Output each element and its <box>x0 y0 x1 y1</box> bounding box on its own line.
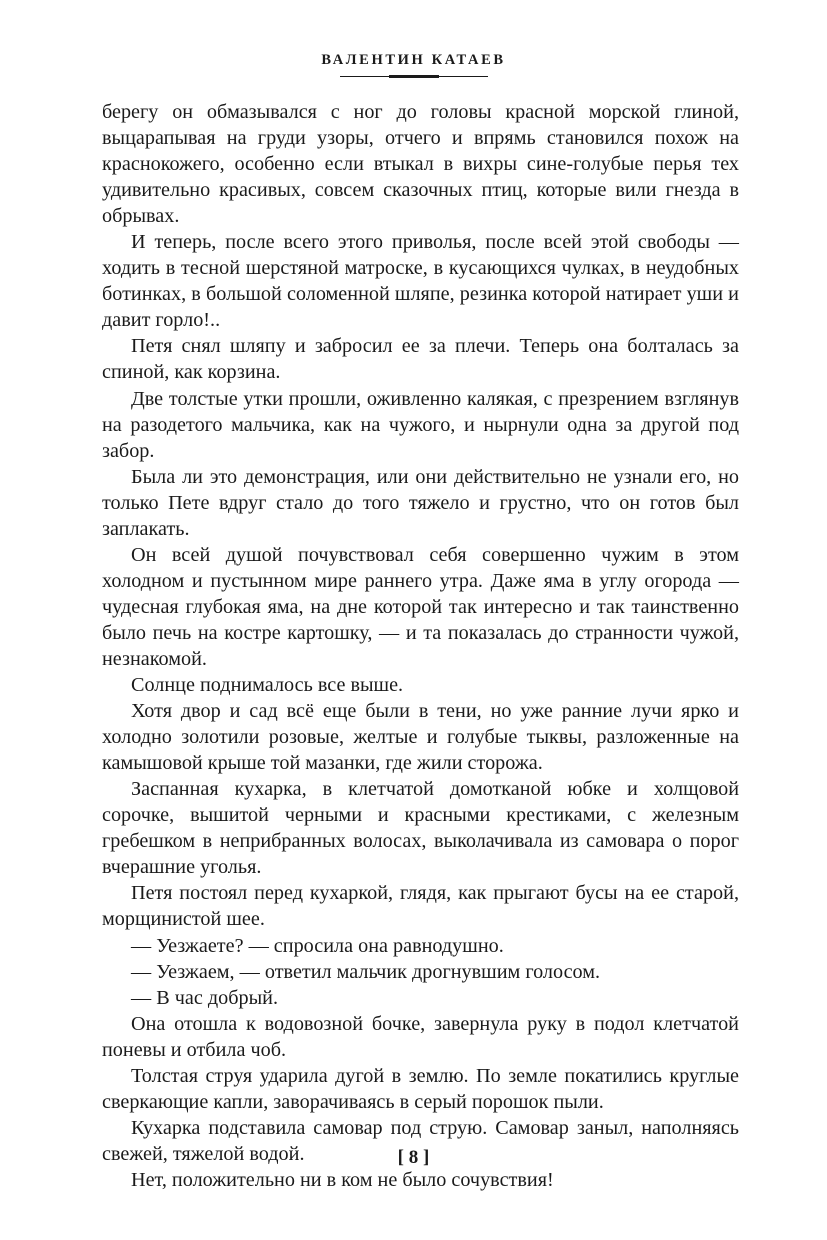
paragraph: Хотя двор и сад всё еще были в тени, но уже ранние лучи ярко и холодно золотили розовые, желтые и голубые тыквы, разложенные на камышовой крыше той мазанки, где жили сторожа. <box>102 700 739 775</box>
dialogue-line: — Уезжаете? — спросила она равнодушно. <box>131 934 504 957</box>
paragraph: Он всей душой почувствовал себя совершенно чужим в этом холодном и пустынном мире раннего утра. Даже яма в углу огорода — чудесная глубокая яма, на дне которой так интересно и так таинственно было печь на костре картошку, — и та показалась до странности чужой, незнакомой. <box>102 543 739 670</box>
body-text <box>102 99 739 1193</box>
dialogue-line: — Уезжаем, — ответил мальчик дрогнувшим голосом. <box>131 960 601 983</box>
header-divider <box>340 76 488 77</box>
paragraph: берегу он обмазывался с ног до головы красной морской глиной, выцарапывая на груди узоры, отчего и впрямь становился похож на краснокожего, особенно если втыкал в вихры сине-голубые перья тех удивительно красивых, совсем сказочных птиц, которые вили гнезда в обрывах. <box>102 101 739 228</box>
page-number: [ 8 ] <box>397 1147 430 1168</box>
paragraph: Кухарка подставила самовар под струю. Самовар заныл, наполняясь свежей, тяжелой водой. <box>102 1116 739 1165</box>
dialogue-line: — В час добрый. <box>131 986 279 1009</box>
paragraph: Была ли это демонстрация, или они действительно не узнали его, но только Пете вдруг стало до того тяжело и грустно, что он готов был заплакать. <box>102 465 739 540</box>
paragraph: Заспанная кухарка, в клетчатой домотканой юбке и холщовой сорочке, вышитой черными и красными крестиками, с железным гребешком в неприбранных волосах, выколачивала из самовара о порог вчерашние уголья. <box>102 778 739 879</box>
paragraph: Две толстые утки прошли, оживленно калякая, с презрением взглянув на разодетого мальчика, как на чужого, и нырнули одна за другой под забор. <box>102 387 739 462</box>
author-name: ВАЛЕНТИН КАТАЕВ <box>321 52 506 68</box>
paragraph: Толстая струя ударила дугой в землю. По земле покатились круглые сверкающие капли, заворачиваясь в серый порошок пыли. <box>102 1064 739 1113</box>
paragraph: Нет, положительно ни в ком не было сочувствия! <box>131 1168 554 1191</box>
paragraph: Она отошла к водовозной бочке, завернула руку в подол клетчатой поневы и отбила чоб. <box>102 1012 739 1061</box>
paragraph: Петя постоял перед кухаркой, глядя, как прыгают бусы на ее старой, морщинистой шее. <box>102 882 739 931</box>
paragraph: Петя снял шляпу и забросил ее за плечи. Теперь она болталась за спиной, как корзина. <box>102 335 739 384</box>
running-header <box>0 52 827 77</box>
paragraph: Солнце поднималось все выше. <box>131 674 404 697</box>
paragraph: И теперь, после всего этого приволья, после всей этой свободы — ходить в тесной шерстяной матроске, в кусающихся чулках, в неудобных ботинках, в большой соломенной шляпе, резинка которой натирает уши и давит горло!.. <box>102 231 739 332</box>
